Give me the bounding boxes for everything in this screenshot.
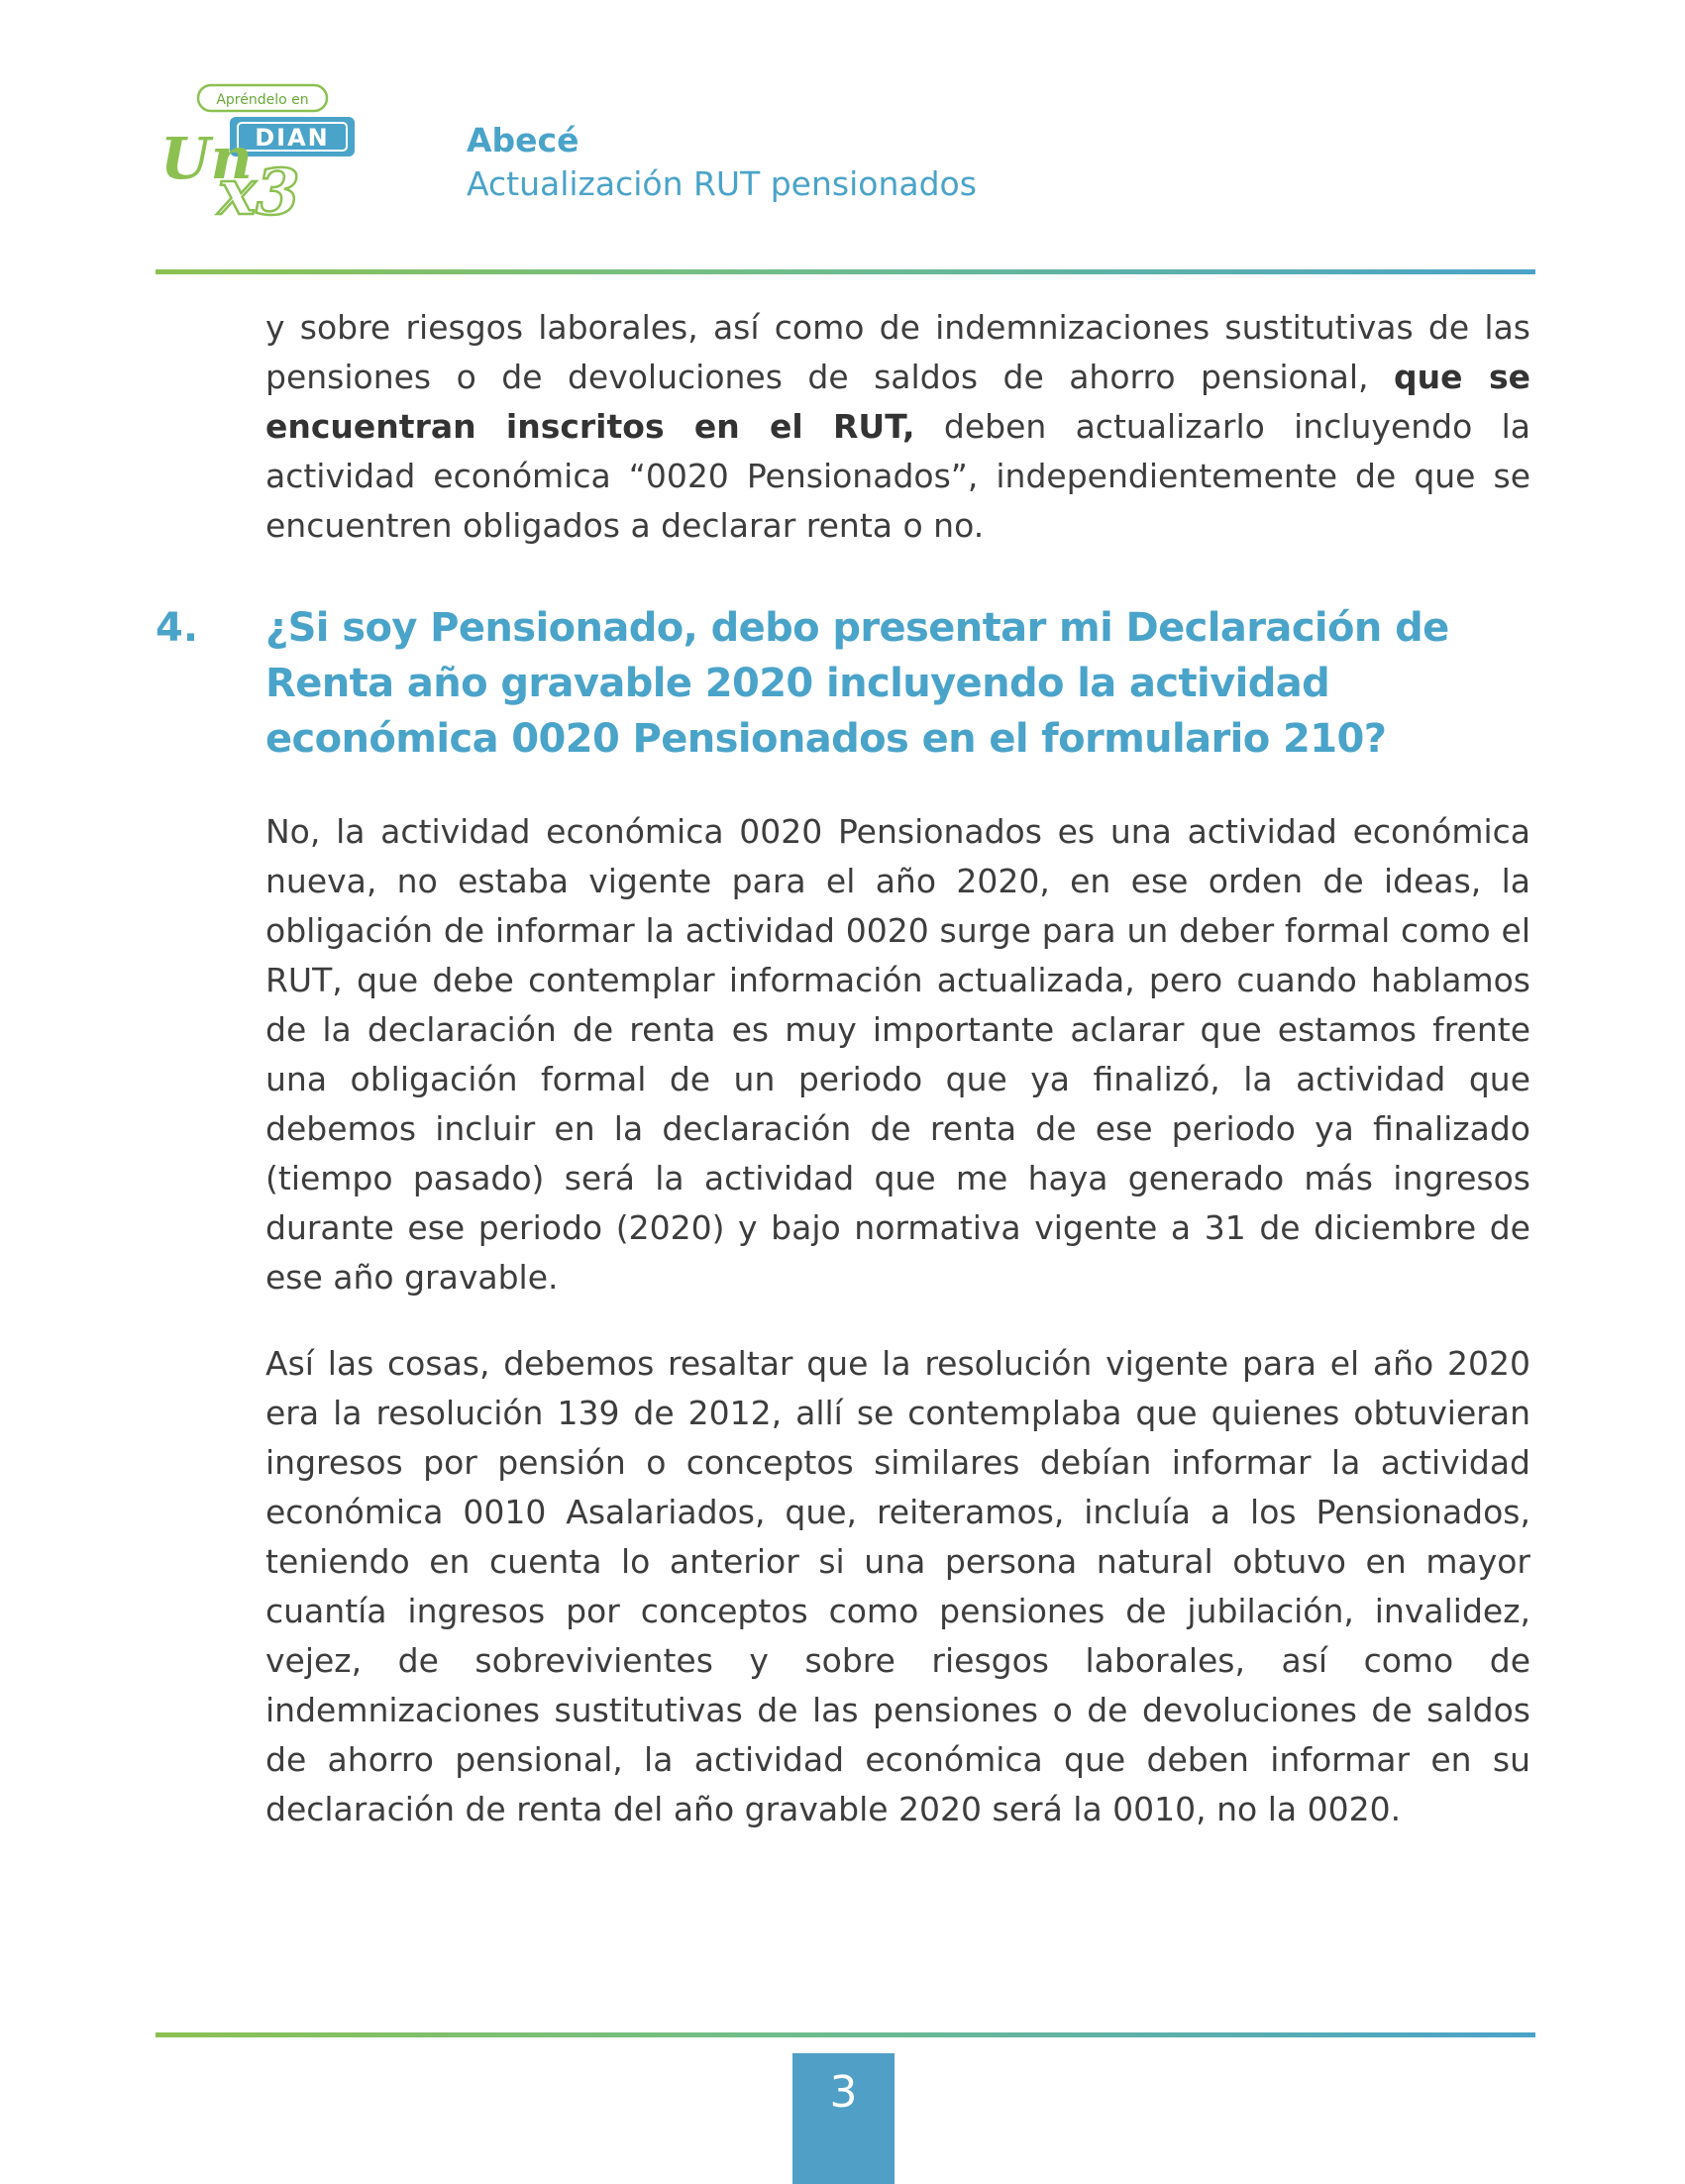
dian-logo	[158, 83, 367, 222]
header-title-block	[467, 119, 977, 206]
svg-text:Apréndelo en: Apréndelo en	[216, 92, 309, 108]
svg-text:Un: Un	[160, 125, 253, 192]
page-number-box	[792, 2053, 895, 2184]
header-title: Abecé	[467, 121, 579, 159]
svg-text:DIAN: DIAN	[255, 124, 330, 152]
header-divider	[156, 269, 1535, 274]
svg-text:x3: x3	[218, 156, 300, 222]
paragraph-2-text: No, la actividad económica 0020 Pensionados es una actividad económica nueva, no estaba vigente para el año 2020, en ese orden de ideas, la obligación de informar la actividad 0020 surge para un deber formal como el RUT, que debe contemplar información actualizada, pero cuando hablamos de la declaración de renta es muy importante aclarar que estamos frente una obligación formal de un periodo que ya finalizó, la actividad que debemos incluir en la declaración de renta de ese periodo ya finalizado (tiempo pasado) será la actividad que me haya generado más ingresos durante ese periodo (2020) y bajo normativa vigente a 31 de diciembre de ese año gravable.	[265, 812, 1530, 1297]
paragraph-3-text: Así las cosas, debemos resaltar que la resolución vigente para el año 2020 era la resolución 139 de 2012, allí se contemplaba que quienes obtuvieran ingresos por pensión o conceptos similares debían informar la actividad económica 0010 Asalariados, que, reiteramos, incluía a los Pensionados, teniendo en cuenta lo anterior si una persona natural obtuvo en mayor cuantía ingresos por conceptos como pensiones de jubilación, invalidez, vejez, de sobrevivientes y sobre riesgos laborales, así como de indemnizaciones sustitutivas de las pensiones o de devoluciones de saldos de ahorro pensional, la actividad económica que deben informar en su declaración de renta del año gravable 2020 será la 0010, no la 0020.	[265, 1344, 1530, 1828]
paragraph-1-text-end: deben actualizarlo incluyendo la actividad económica “0020 Pensionados”, independientemente de que se encuentren obligados a declarar renta o no.	[265, 407, 1530, 545]
footer-divider	[156, 2032, 1535, 2037]
header-subtitle: Actualización RUT pensionados	[467, 164, 977, 203]
paragraph-2	[265, 807, 1530, 1302]
paragraph-1-text-start: y sobre riesgos laborales, así como de indemnizaciones sustitutivas de las pensiones o de devoluciones de saldos de ahorro pensional,	[265, 308, 1530, 396]
paragraph-1-bold: que se encuentran inscritos en el RUT,	[265, 358, 1531, 446]
question-text: ¿Si soy Pensionado, debo presentar mi Declaración de Renta año gravable 2020 incluyendo la actividad económica 0020 Pensionados en el formulario 210?	[265, 605, 1449, 762]
page-number: 3	[829, 2067, 858, 2118]
paragraph-1	[265, 303, 1530, 551]
question-number: 4.	[156, 605, 199, 651]
paragraph-3	[265, 1339, 1530, 1834]
